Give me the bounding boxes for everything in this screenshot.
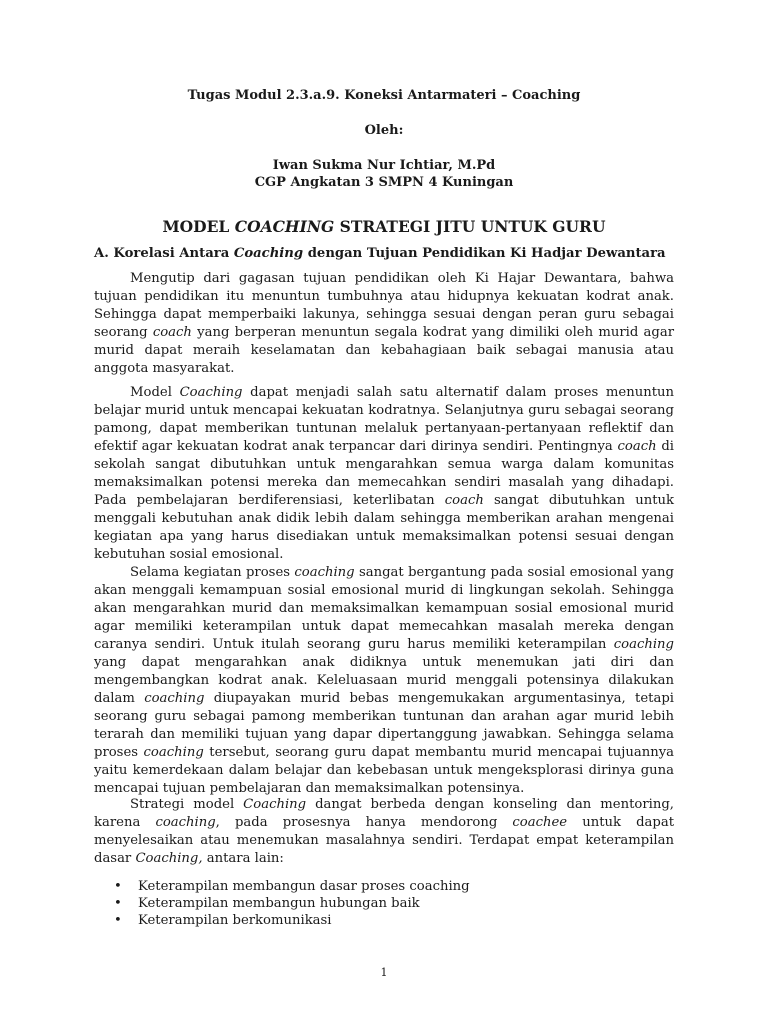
bullet-icon: • (114, 879, 122, 894)
author-name: Iwan Sukma Nur Ichtiar, M.Pd (272, 158, 496, 173)
paragraph-2: Model Coaching dapat menjadi salah satu alternatif dalam proses menuntun belajar murid untuk mencapai kekuatan kodratnya. Selanjutnya guru sebagai seorang pamong, dapat memberikan tuntunan melaluk pertanyaan-pertanyaan reflektif dan efektif agar kekuatan kodrat anak terpancar dari dirinya sendiri. Pentingnya coach di sekolah sangat dibutuhkan untuk mengarahkan semua warga dalam komunitas memaksimalkan potensi mereka dan memecahkan sendiri masalah yang dihadapi. Pada pembelajaran berdiferensiasi, keterlibatan coach sangat dibutuhkan untuk menggali kebutuhan anak didik lebih dalam sehingga memberikan arahan mengenai kegiatan apa yang harus disediakan untuk memaksimalkan potensi sesuai dengan kebutuhan sosial emosional. (94, 385, 674, 562)
by-label: Oleh: (364, 123, 404, 138)
list-item: • Keterampilan membangun dasar proses coaching (114, 879, 470, 894)
paragraph-3: Selama kegiatan proses coaching sangat bergantung pada sosial emosional yang akan menggali kemampuan sosial emosional murid di lingkungan sekolah. Sehingga akan mengarahkan murid dan memaksimalkan kemampuan sosial emosional murid agar memiliki keterampilan untuk dapat memecahkan masalah mereka dengan caranya sendiri. Untuk itulah seorang guru harus memiliki keterampilan coaching yang dapat mengarahkan anak didiknya untuk menemukan jati diri dan mengembangkan kodrat anak. Keleluasaan murid menggali potensinya dilakukan dalam coaching diupayakan murid bebas mengemukakan argumentasinya, tetapi seorang guru sebagai pamong memberikan tuntunan dan arahan agar murid lebih terarah dan memiliki tujuan yang dapar dipertanggung jawabkan. Sehingga selama proses coaching tersebut, seorang guru dapat membantu murid mencapai tujuannya yaitu kemerdekaan dalam belajar dan kebebasan untuk mengeksplorasi dirinya guna mencapai tujuan pembelajaran dan memaksimalkan potensinya. (94, 565, 675, 796)
assignment-title: Tugas Modul 2.3.a.9. Koneksi Antarmateri – Coaching (187, 88, 581, 103)
page-number: 1 (380, 966, 388, 979)
bullet-icon: • (114, 896, 122, 911)
bullet-icon: • (114, 913, 122, 928)
list-item: • Keterampilan membangun hubungan baik (114, 896, 420, 911)
list-item: • Keterampilan berkomunikasi (114, 913, 332, 928)
document-title: MODEL COACHING STRATEGI JITU UNTUK GURU (162, 217, 606, 236)
paragraph-1: Mengutip dari gagasan tujuan pendidikan oleh Ki Hajar Dewantara, bahwa tujuan pendidikan itu menuntun tumbuhnya atau hidupnya kekuatan kodrat anak. Sehingga dapat memperbaiki lakunya, sehingga sesuai dengan peran guru sebagai seorang coach yang berperan menuntun segala kodrat yang dimiliki oleh murid agar murid dapat meraih keselamatan dan kebahagiaan baik sebagai manusia atau anggota masyarakat. (94, 271, 675, 376)
author-block (94, 157, 674, 191)
author-affiliation: CGP Angkatan 3 SMPN 4 Kuningan (254, 175, 514, 190)
section-heading-a: A. Korelasi Antara Coaching dengan Tujuan Pendidikan Ki Hadjar Dewantara (94, 246, 666, 261)
paragraph-4: Strategi model Coaching dangat berbeda dengan konseling dan mentoring, karena coaching, pada prosesnya hanya mendorong coachee untuk dapat menyelesaikan atau menemukan masalahnya sendiri. Terdapat empat keterampilan dasar Coaching, antara lain: (94, 797, 674, 866)
skills-list (108, 878, 668, 929)
